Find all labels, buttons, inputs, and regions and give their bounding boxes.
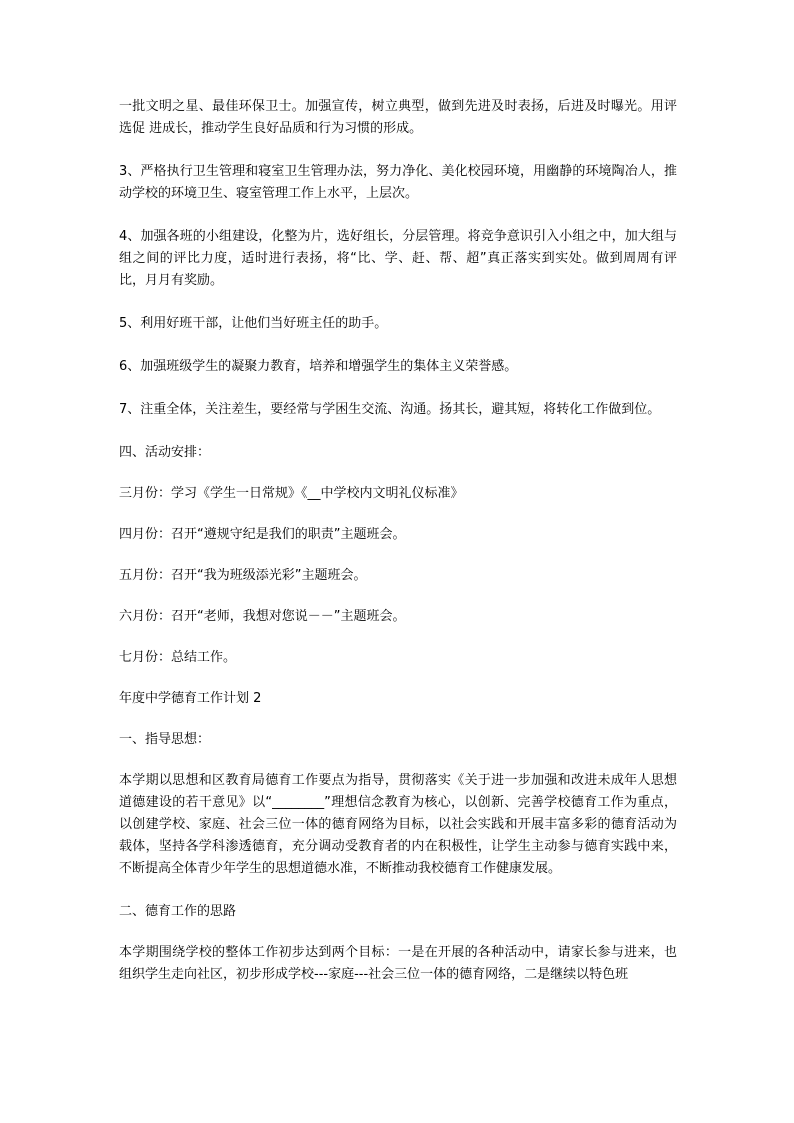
schedule-may: 五月份：召开“我为班级添光彩”主题班会。 <box>119 568 367 583</box>
paragraph-item-3: 3、严格执行卫生管理和寝室卫生管理办法，努力净化、美化校园环境，用幽静的环境陶冶人，推动学校的环境卫生、寝室管理工作上水平，上层次。 <box>119 164 677 201</box>
paragraph-item-6: 6、加强班级学生的凝聚力教育，培养和增强学生的集体主义荣誉感。 <box>119 359 518 374</box>
section-heading-guiding-thought: 一、指导思想： <box>119 732 211 747</box>
section-heading-approach: 二、德育工作的思路 <box>119 904 237 919</box>
paragraph-item-7: 7、注重全体，关注差生，要经常与学困生交流、沟通。扬其长，避其短，将转化工作做到位。 <box>119 402 661 417</box>
section-heading-activities: 四、活动安排： <box>119 445 211 460</box>
document-title-plan-2: 年度中学德育工作计划 2 <box>119 691 262 706</box>
schedule-april: 四月份：召开“遵规守纪是我们的职责”主题班会。 <box>119 527 406 542</box>
schedule-march: 三月份：学习《学生一日常规》《__中学校内文明礼仪标准》 <box>119 486 464 501</box>
paragraph-guiding-thought: 本学期以思想和区教育局德育工作要点为指导，贯彻落实《关于进一步加强和改进未成年人思想道德建设的若干意见》以“________”理想信念教育为核心，以创新、完善学校德育工作为重点，以创建学校、家庭、社会三位一体的德育网络为目标，以社会实践和开展丰富多彩的德育活动为载体，坚持各学科渗透德育，充分调动受教育者的内在积极性，让学生主动参与德育实践中来，不断提高全体青少年学生的思想道德水准，不断推动我校德育工作健康发展。 <box>119 773 677 876</box>
paragraph-intro-continuation: 一批文明之星、最佳环保卫士。加强宣传，树立典型，做到先进及时表扬，后进及时曝光。用评选促 进成长，推动学生良好品质和行为习惯的形成。 <box>119 99 677 136</box>
paragraph-item-5: 5、利用好班干部，让他们当好班主任的助手。 <box>119 316 388 331</box>
paragraph-approach: 本学期围绕学校的整体工作初步达到两个目标：一是在开展的各种活动中，请家长参与进来，也组织学生走向社区，初步形成学校---家庭---社会三位一体的德育网络，二是继续以特色班 <box>119 945 677 982</box>
schedule-july: 七月份：总结工作。 <box>119 650 237 665</box>
document-page <box>119 96 677 1007</box>
schedule-june: 六月份：召开“老师，我想对您说－－”主题班会。 <box>119 609 406 624</box>
paragraph-item-4: 4、加强各班的小组建设，化整为片，选好组长，分层管理。将竞争意识引入小组之中，加大组与组之间的评比力度，适时进行表扬，将“比、学、赶、帮、超”真正落实到实处。做到周周有评比，月月有奖励。 <box>119 229 677 288</box>
